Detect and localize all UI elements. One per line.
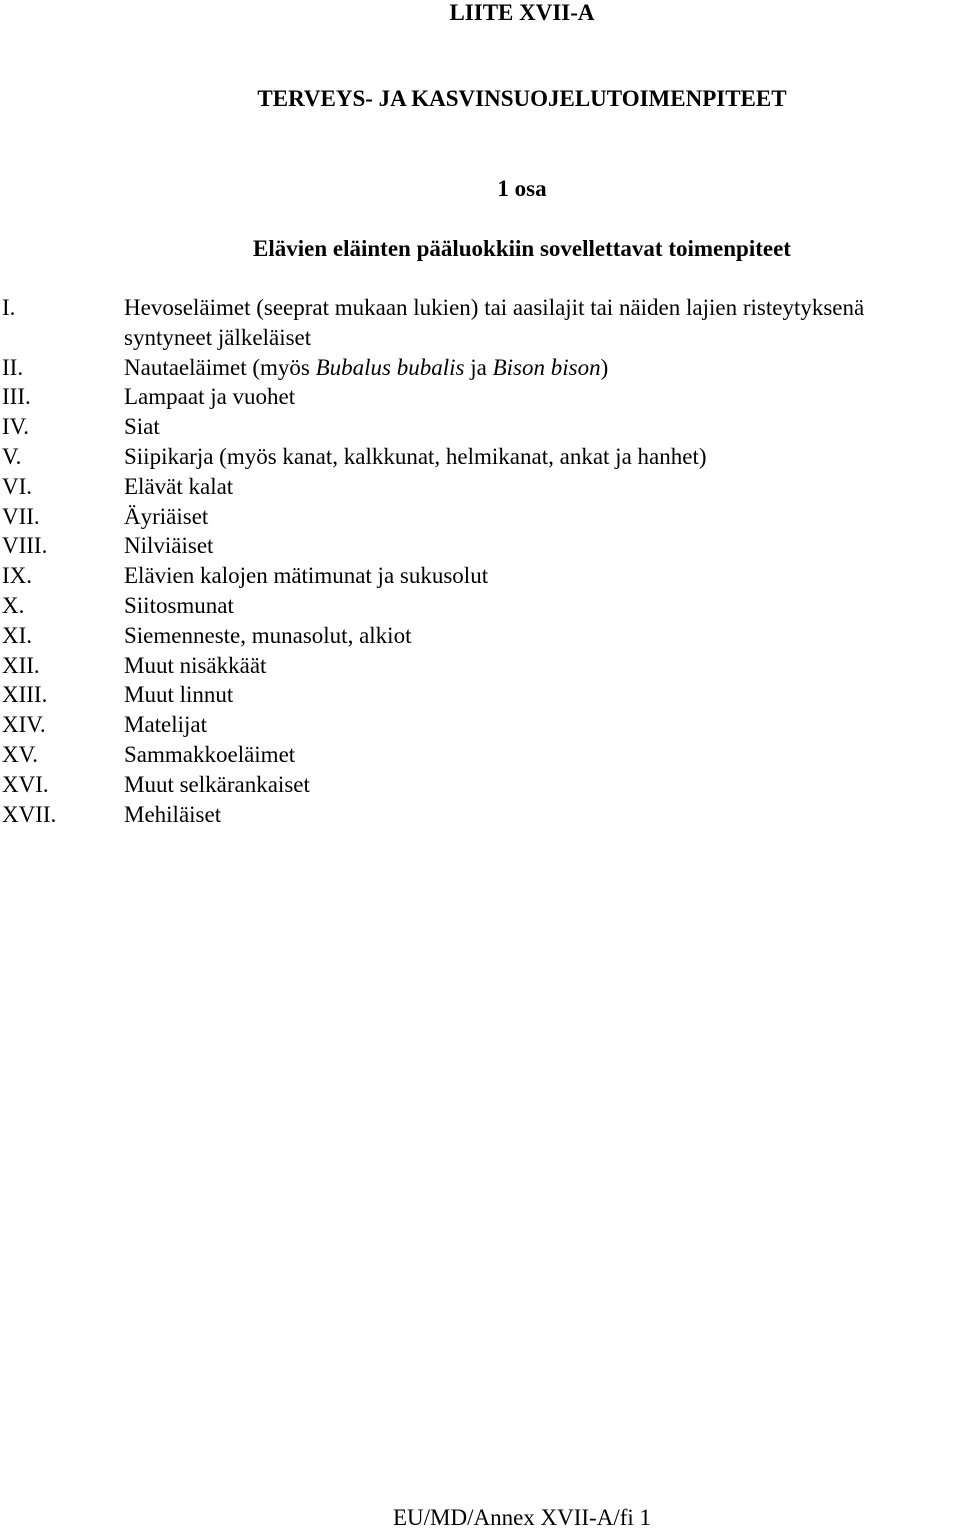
item-text: Muut linnut bbox=[124, 682, 234, 708]
part-heading: 1 osa bbox=[497, 176, 547, 201]
list-item bbox=[0, 502, 960, 532]
document-title: TERVEYS- JA KASVINSUOJELUTOIMENPITEET bbox=[257, 86, 787, 111]
item-number: XV. bbox=[2, 741, 39, 767]
list-item bbox=[0, 382, 960, 412]
item-text: Siemenneste, munasolut, alkiot bbox=[124, 622, 412, 648]
list-item bbox=[0, 710, 960, 740]
item-text: Lampaat ja vuohet bbox=[124, 384, 296, 410]
item-number: XVI. bbox=[2, 771, 49, 797]
item-text: Muut selkärankaiset bbox=[124, 771, 310, 797]
list-item bbox=[0, 680, 960, 710]
item-number: III. bbox=[2, 384, 31, 410]
item-text: Matelijat bbox=[124, 712, 208, 738]
item-number: XIV. bbox=[2, 712, 46, 738]
list-item bbox=[0, 442, 960, 472]
item-number: XVII. bbox=[2, 801, 57, 827]
list-item bbox=[0, 651, 960, 681]
list-item bbox=[0, 353, 960, 383]
item-number: VIII. bbox=[2, 533, 48, 559]
list-item bbox=[0, 800, 960, 830]
item-number: XIII. bbox=[2, 682, 48, 708]
item-text bbox=[124, 353, 958, 383]
item-number: V. bbox=[2, 443, 22, 469]
item-number: VI. bbox=[2, 473, 33, 499]
item-number: I. bbox=[2, 295, 16, 320]
item-number: IV. bbox=[2, 414, 30, 440]
item-text: Siat bbox=[124, 414, 160, 440]
annex-heading: LIITE XVII-A bbox=[449, 0, 595, 25]
item-number: XI. bbox=[2, 622, 33, 648]
list-item bbox=[0, 531, 960, 561]
species-name-italic: Bubalus bubalis bbox=[315, 354, 465, 380]
item-text: Hevoseläimet (seeprat mukaan lukien) tai aasilajit tai näiden lajien risteytyksenä syntyneet jälkeläiset bbox=[124, 295, 865, 350]
list-item bbox=[0, 770, 960, 800]
list-item bbox=[0, 621, 960, 651]
item-number: II. bbox=[2, 354, 24, 380]
item-text: Äyriäiset bbox=[124, 503, 209, 529]
list-item bbox=[0, 591, 960, 621]
item-text-part: ) bbox=[600, 354, 609, 380]
item-number: VII. bbox=[2, 503, 40, 529]
item-number: X. bbox=[2, 592, 25, 618]
species-name-italic: Bison bison bbox=[492, 354, 601, 380]
list-item bbox=[0, 561, 960, 591]
item-number: IX. bbox=[2, 563, 33, 589]
item-text-part: Nautaeläimet (myös bbox=[124, 354, 316, 380]
item-text: Nilviäiset bbox=[124, 533, 214, 559]
list-item bbox=[0, 412, 960, 442]
item-text: Elävät kalat bbox=[124, 473, 234, 499]
list-item bbox=[0, 293, 960, 353]
category-list bbox=[0, 293, 960, 829]
item-text: Sammakkoeläimet bbox=[124, 741, 296, 767]
item-text: Siitosmunat bbox=[124, 592, 234, 618]
item-text: Muut nisäkkäät bbox=[124, 652, 267, 678]
item-text-part: ja bbox=[464, 354, 493, 380]
item-text: Siipikarja (myös kanat, kalkkunat, helmikanat, ankat ja hanhet) bbox=[124, 443, 707, 469]
section-subtitle: Elävien eläinten pääluokkiin sovellettavat toimenpiteet bbox=[253, 236, 791, 261]
item-text: Elävien kalojen mätimunat ja sukusolut bbox=[124, 563, 489, 589]
list-item bbox=[0, 740, 960, 770]
item-text: Mehiläiset bbox=[124, 801, 222, 827]
list-item bbox=[0, 472, 960, 502]
item-number: XII. bbox=[2, 652, 40, 678]
page-footer-reference: EU/MD/Annex XVII-A/fi 1 bbox=[392, 1505, 652, 1530]
